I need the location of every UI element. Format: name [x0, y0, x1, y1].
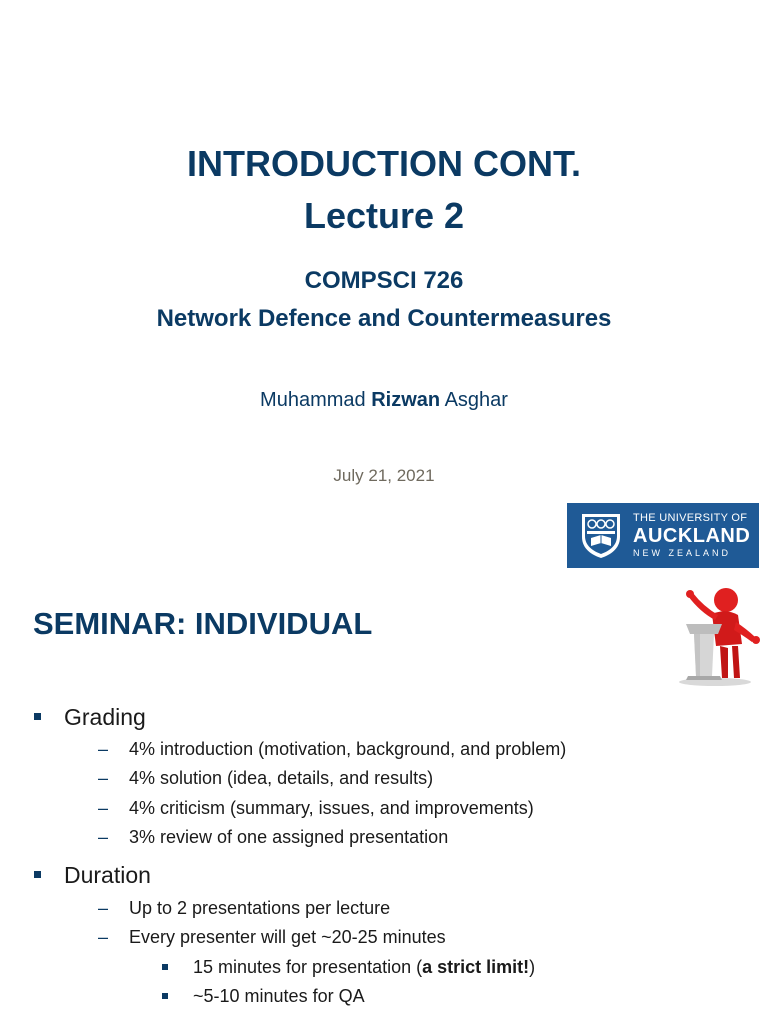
dash-icon: –	[98, 739, 109, 759]
dash-icon: –	[98, 798, 109, 818]
small-square-bullet-icon	[162, 993, 168, 999]
seminar-slide	[0, 580, 768, 1024]
logo-text-3: NEW ZEALAND	[633, 548, 732, 558]
author-middle: Rizwan	[371, 389, 441, 411]
university-crest-icon	[579, 511, 623, 559]
dash-icon: –	[98, 827, 109, 847]
slide-title	[0, 138, 768, 242]
author-first: Muhammad	[260, 389, 366, 411]
sub-bullet: Every presenter will get ~20-25 minutes	[129, 927, 446, 947]
sub-bullet: Up to 2 presentations per lecture	[129, 898, 391, 918]
sub-bullet: 3% review of one assigned presentation	[129, 827, 449, 847]
bullet-duration: Duration	[64, 862, 151, 888]
sub-bullet: 4% solution (idea, details, and results)	[129, 768, 434, 788]
sub-sub-bullet: ~5-10 minutes for QA	[193, 986, 365, 1006]
dash-icon: –	[98, 768, 109, 788]
author-name	[0, 386, 768, 414]
title-line-2: Lecture 2	[303, 195, 465, 236]
author-last: Asghar	[444, 389, 508, 411]
lecture-date: July 21, 2021	[333, 466, 435, 485]
seminar-title: SEMINAR: INDIVIDUAL	[33, 606, 373, 641]
course-code: COMPSCI 726	[304, 267, 464, 294]
sub-bullet: 4% criticism (summary, issues, and improvements)	[129, 798, 534, 818]
dash-icon: –	[98, 898, 109, 918]
small-square-bullet-icon	[162, 964, 168, 970]
presenter-figure-icon	[660, 582, 764, 688]
logo-text-1: THE UNIVERSITY OF	[633, 512, 748, 524]
university-logo	[567, 503, 759, 568]
bullet-square-icon	[34, 713, 41, 720]
course-name: Network Defence and Countermeasures	[156, 305, 612, 332]
bullet-grading: Grading	[64, 704, 146, 730]
course-info	[0, 262, 768, 338]
logo-text-2: AUCKLAND	[633, 525, 751, 547]
strict-limit-emphasis: a strict limit!	[422, 957, 530, 977]
title-line-1: INTRODUCTION CONT.	[187, 143, 581, 184]
sub-bullet: 4% introduction (motivation, background, and problem)	[129, 739, 567, 759]
bullet-square-icon	[34, 871, 41, 878]
dash-icon: –	[98, 927, 109, 947]
sub-sub-bullet: 15 minutes for presentation (a strict limit!)	[193, 957, 536, 977]
